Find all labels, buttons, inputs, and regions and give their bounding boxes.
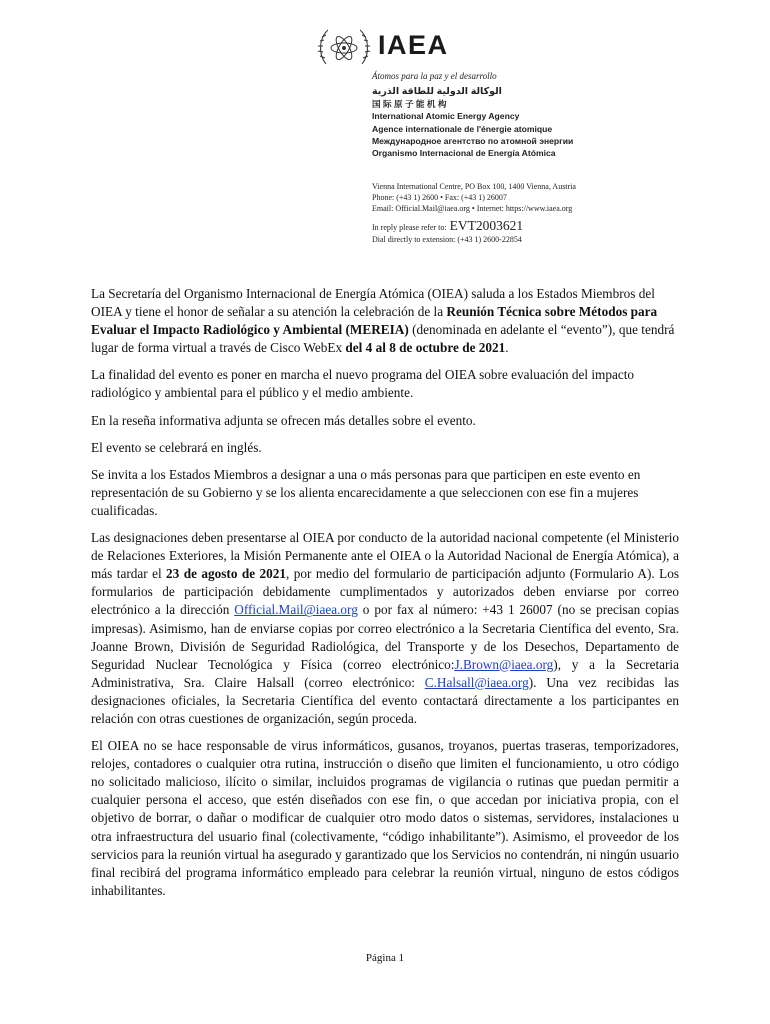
paragraph-language: El evento se celebrará en inglés. <box>91 439 262 455</box>
agency-name-chinese: 国 际 原 子 能 机 构 <box>372 99 447 110</box>
agency-name-spanish: Organismo Internacional de Energía Atómica <box>372 148 556 159</box>
text: ). Una vez recibidas las designaciones oficiales, la Secretaria Científica del evento contactará directamente a los participantes en relación con otras cuestiones de organización, según proceda. <box>91 674 680 726</box>
brand-name: IAEA <box>378 30 449 60</box>
text: , por medio del formulario de participación adjunto (Formulario A). Los formularios de participación debidamente cumplimentados y autorizados deben enviarse por correo electrónico a la dirección <box>91 566 679 618</box>
text: Las designaciones deben presentarse al OIEA por conducto de la autoridad nacional competente (el Ministerio de Relaciones Exteriores, la Misión Permanente ante el OIEA o la Autoridad Nacional de Energía Atómica), a más tardar el <box>91 530 679 582</box>
event-title: Reunión Técnica sobre Métodos para Evaluar el Impacto Radiológico y Ambiental (MEREIA) <box>91 304 658 338</box>
address-line: Vienna International Centre, PO Box 100, 1400 Vienna, Austria <box>372 182 576 191</box>
agency-name-russian: Международное агентство по атомной энергии <box>372 135 574 146</box>
text: (denominada en adelante el “evento”), que tendrá lugar de forma virtual a través de Cisco WebEx <box>91 322 675 356</box>
iaea-emblem-icon <box>316 22 372 72</box>
paragraph-info: En la reseña informativa adjunta se ofrecen más detalles sobre el evento. <box>91 412 476 428</box>
deadline-date: 23 de agosto de 2021 <box>166 566 287 582</box>
text: . <box>505 340 509 356</box>
text: ), y a la Secretaria Administrativa, Sra. Claire Halsall (correo electrónico: <box>91 656 679 690</box>
jbrown-email-link[interactable]: J.Brown@iaea.org <box>454 656 554 672</box>
reply-block <box>372 220 523 246</box>
tagline: Átomos para la paz y el desarrollo <box>372 71 497 81</box>
agency-name-english: International Atomic Energy Agency <box>372 111 520 122</box>
email-line: Email: Official.Mail@iaea.org • Internet: https://www.iaea.org <box>372 204 573 214</box>
reply-label: In reply please refer to: <box>372 223 447 232</box>
agency-name-arabic: الوكالة الدولية للطاقة الذرية <box>372 86 502 97</box>
page-number: Página 1 <box>365 952 405 964</box>
text: La Secretaría del Organismo Internacional de Energía Atómica (OIEA) saluda a los Estados Miembros del OIEA y tiene el honor de señalar a su atención la celebración de la <box>91 286 655 320</box>
paragraph-intro <box>91 285 679 357</box>
agency-name-french: Agence internationale de l'énergie atomique <box>372 123 553 134</box>
event-dates: del 4 al 8 de octubre de 2021 <box>345 340 506 356</box>
official-mail-link[interactable]: Official.Mail@iaea.org <box>234 602 358 618</box>
dial-extension: Dial directly to extension: (+43 1) 2600-22854 <box>372 235 522 244</box>
reference-number: EVT2003621 <box>449 218 524 233</box>
letter-body <box>91 285 679 909</box>
paragraph-purpose: La finalidad del evento es poner en marcha el nuevo programa del OIEA sobre evaluación del impacto radiológico y ambiental para el público y el medio ambiente. <box>91 367 635 401</box>
contact-line: Phone: (+43 1) 2600 • Fax: (+43 1) 26007 <box>372 193 507 203</box>
paragraph-invitation: Se invita a los Estados Miembros a designar a una o más personas para que participen en este evento en representación de su Gobierno y se los alienta encarecidamente a que seleccionen con ese fin a mujeres cualificadas. <box>91 466 641 518</box>
address-block <box>372 181 576 215</box>
chalsall-email-link[interactable]: C.Halsall@iaea.org <box>424 674 529 690</box>
agency-names <box>372 86 573 159</box>
paragraph-disclaimer: El OIEA no se hace responsable de virus informáticos, gusanos, troyanos, puertas traseras, temporizadores, relojes, contadores o cualquier otra rutina, instrucción o diseño que limiten el funcionamiento, u otro código no solicitado malicioso, ilícito o similar, incluidos programas de vigilancia o rutinas que puedan permitir a cualquier persona el acceso, que estén diseñados con ese fin, o que accedan por iniciativa propia, con el objetivo de borrar, o dañar o modificar de cualquier otro modo datos o sistemas, servidores, instalaciones u otra infraestructura del usuario final (colectivamente, “código inhabilitante”). Asimismo, el proveedor de los servicios para la reunión virtual ha asegurado y garantizado que los Servicios no contendrán, ni ningún usuario final recibirá del programa informático empleado para celebrar la reunión virtual, ninguno de estos códigos inhabilitantes. <box>91 738 679 898</box>
text: o por fax al número: +43 1 26007 (no se precisan copias impresas). Asimismo, han de enviarse copias por correo electrónico a la Secretaria Científica del evento, Sra. Joanne Brown, División de Seguridad Radiológica, del Transporte y de los Desechos, Departamento de Seguridad Nuclear Tecnológica y Física (correo electrónico: <box>91 602 679 672</box>
paragraph-designations <box>91 529 679 728</box>
